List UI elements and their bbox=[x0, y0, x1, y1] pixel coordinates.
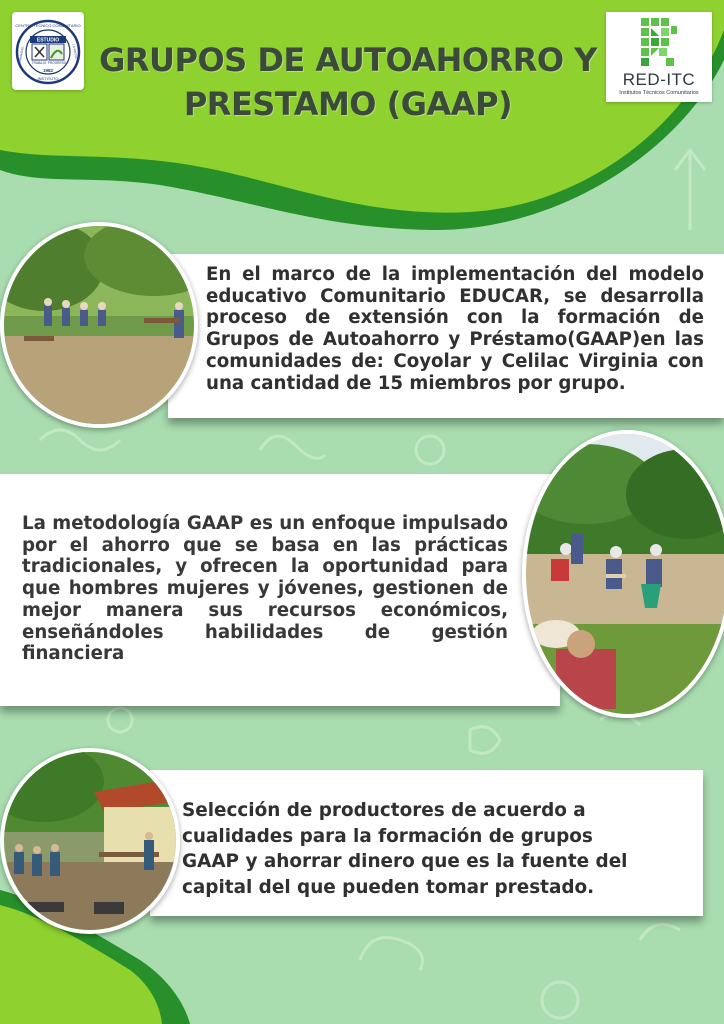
red-itc-subtitle: Institutos Técnicos Comunitarios bbox=[619, 90, 699, 96]
poster-title: GRUPOS DE AUTOAHORRO Y PRESTAMO (GAAP) bbox=[99, 41, 597, 123]
meeting-photo-3 bbox=[0, 748, 180, 934]
methodology-paragraph: La metodología GAAP es un enfoque impulsado por el ahorro que se basa en las prácticas tradicionales, y ofrecen la oportunidad para que hombres mujeres y jóvenes, gestionen de mejor manera sus recursos económicos, enseñándoles habilidades de gestión financiera bbox=[22, 513, 508, 665]
logo-side-text-right: LA VIRTUD bbox=[71, 43, 79, 60]
red-itc-name: RED-ITC bbox=[622, 70, 696, 89]
intro-paragraph: En el marco de la implementación del modelo educativo Comunitario EDUCAR, se desarrolla proceso de extensión con la formación de Grupos de Autoahorro y Préstamo(GAAP)en las comunidades de: Coyolar y Celilac Virginia con una cantidad de 15 miembros por grupo. bbox=[206, 264, 704, 394]
meeting-photo-1 bbox=[0, 222, 198, 428]
meeting-photo-2 bbox=[522, 430, 724, 718]
red-itc-logo bbox=[606, 12, 712, 102]
school-logo bbox=[12, 12, 84, 90]
logo-side-left: TRABAJO bbox=[31, 61, 47, 65]
logo-bottom-text: INSTITUTO bbox=[37, 76, 59, 81]
logo-side-right: PROGRESO bbox=[47, 61, 67, 65]
logo-ring-text: CENTRO TÉCNICO COMUNITARIO bbox=[15, 23, 81, 28]
school-crest-icon bbox=[12, 12, 84, 90]
logo-year: 1982 bbox=[42, 68, 54, 73]
logo-side-text-left: COMUNIDAD bbox=[17, 46, 25, 66]
logo-band-text: ESTUDIO bbox=[36, 37, 60, 44]
selection-paragraph: Selección de productores de acuerdo a cualidades para la formación de grupos GAAP y ahorrar dinero que es la fuente del capital del que pueden tomar prestado. bbox=[182, 800, 628, 898]
r-mosaic-icon bbox=[606, 12, 712, 70]
